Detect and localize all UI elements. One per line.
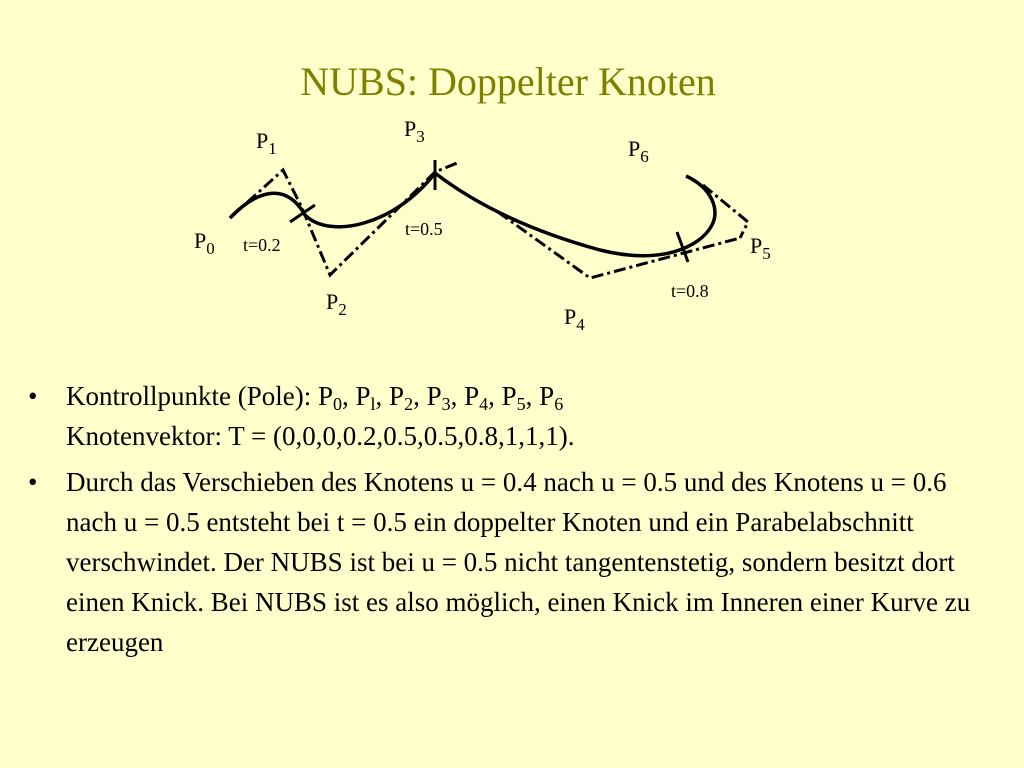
- label-p0: $P_0$: [194, 228, 215, 258]
- point-ref: $P_0$,: [317, 381, 356, 414]
- label-t-0-2: t=0.2: [243, 235, 281, 255]
- bullet-line: Kontrollpunkte (Pole): $P_0$, $P_l$, $P_2$, $P_3$, $P_4$, $P_5$, $P_6$: [66, 381, 564, 414]
- label-p1: $P_1$: [256, 128, 277, 158]
- knot-vector-line: Knotenvektor: T = (0,0,0,0.2,0.5,0.5,0.8,1,1,1).: [66, 421, 575, 451]
- bullet-marker: •: [28, 467, 38, 497]
- bullet-text: Durch das Verschieben des Knotens u = 0.4 nach u = 0.5 und des Knotens u = 0.6 nach u = 0.5 entsteht bei t = 0.5 ein doppelter Knoten und ein Parabelabschnitt verschwindet. Der NUBS ist bei u = 0.5 nicht tangentenstetig, sondern besitzt dort einen Knick. Bei NUBS ist es also möglich, einen Knick im Inneren einer Kurve zu erzeugen: [66, 467, 971, 657]
- nubs-diagram: [0, 0, 1024, 360]
- label-t-0-5: t=0.5: [405, 219, 443, 239]
- curve-drawing: [0, 0, 1024, 360]
- point-ref: $P_l$,: [355, 381, 390, 414]
- label-t-0-8: t=0.8: [671, 281, 709, 301]
- control-polygon: [498, 212, 740, 278]
- bullet-item: [28, 376, 996, 456]
- label-p3: $P_3$: [404, 116, 425, 146]
- bullet-item: [28, 462, 996, 662]
- bullet-marker: •: [28, 381, 38, 411]
- label-p2: $P_2$: [326, 289, 347, 319]
- point-ref: $P_6$: [539, 381, 564, 414]
- label-p5: $P_5$: [750, 233, 771, 263]
- bullet-list: [28, 376, 996, 668]
- label-p4: $P_4$: [564, 304, 585, 334]
- point-ref: $P_3$,: [426, 381, 465, 414]
- point-ref: $P_5$,: [501, 381, 540, 414]
- label-p6: $P_6$: [628, 136, 649, 166]
- slide-title: NUBS: Doppelter Knoten: [300, 59, 716, 104]
- point-ref: $P_2$,: [389, 381, 427, 414]
- point-ref: $P_4$,: [464, 381, 502, 414]
